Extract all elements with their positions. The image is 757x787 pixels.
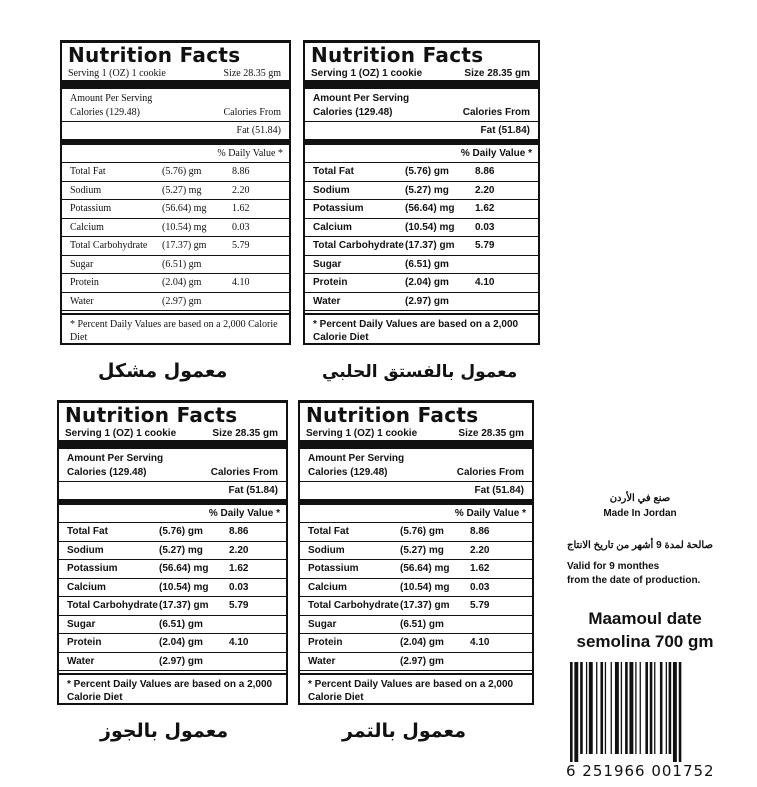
- nutrient-name: Calcium: [308, 581, 347, 593]
- divider-bar: [305, 80, 538, 89]
- nutrition-panel-pistachio: [303, 40, 540, 345]
- nutrient-row: [305, 219, 538, 238]
- nutrient-dv: 0.03: [232, 221, 250, 233]
- nutrient-row: [59, 616, 286, 635]
- calories-from: Calories From: [223, 107, 281, 118]
- nutrient-name: Sugar: [70, 258, 94, 270]
- nutrient-dv: 5.79: [475, 240, 495, 251]
- nutrient-row: [300, 653, 532, 672]
- barcode-bar: [570, 662, 573, 762]
- nutrient-dv: [232, 256, 282, 274]
- barcode: [570, 662, 700, 762]
- barcode-bar: [589, 662, 593, 754]
- nutrient-dv: [232, 293, 282, 311]
- amount-per-serving: Amount Per Serving: [308, 453, 405, 464]
- nutrient-dv: 1.62: [229, 563, 249, 574]
- nutrient-dv: [229, 653, 279, 671]
- nutrient-amount: (6.51) gm: [400, 618, 444, 630]
- divider-bar: [300, 440, 532, 449]
- nutrient-amount: (5.27) mg: [162, 184, 202, 196]
- nutrient-row: [300, 542, 532, 561]
- nutrient-row: [62, 200, 289, 219]
- barcode-bar: [596, 662, 597, 754]
- nutrient-dv: 5.79: [229, 600, 249, 611]
- nutrient-name: Total Carbohydrate: [67, 600, 158, 611]
- nutrient-row: [62, 163, 289, 182]
- nutrient-name: Total Carbohydrate: [70, 240, 148, 251]
- nutrient-amount: (17.37) gm: [405, 240, 455, 251]
- serving: Serving 1 (OZ) 1 cookie: [65, 428, 177, 439]
- nutrient-name: Sodium: [308, 544, 345, 556]
- nutrient-name: Sugar: [67, 618, 96, 630]
- nutrient-row: [300, 579, 532, 598]
- nutrient-name: Water: [308, 655, 336, 667]
- nutrient-row: [59, 542, 286, 561]
- serving-size: Size 28.35 gm: [212, 428, 278, 439]
- nutrient-dv: 2.20: [475, 184, 495, 196]
- nutrient-row: [300, 634, 532, 653]
- nutrient-row: [59, 579, 286, 598]
- nutrient-dv: 2.20: [470, 544, 490, 556]
- nutrient-name: Total Carbohydrate: [313, 240, 404, 251]
- panel-title: Nutrition Facts: [306, 403, 479, 427]
- nutrient-amount: (10.54) mg: [400, 581, 450, 593]
- nutrient-name: Sodium: [70, 184, 102, 196]
- serving: Serving 1 (OZ) 1 cookie: [306, 428, 418, 439]
- nutrient-amount: (5.76) gm: [405, 166, 449, 177]
- nutrient-name: Water: [313, 295, 341, 307]
- nutrient-amount: (56.64) mg: [162, 203, 207, 214]
- nutrient-row: [300, 597, 532, 616]
- nutrient-row: [62, 237, 289, 256]
- nutrient-row: [300, 616, 532, 635]
- nutrient-dv: 8.86: [232, 166, 250, 177]
- nutrient-name: Protein: [67, 637, 102, 648]
- nutrient-amount: (56.64) mg: [400, 563, 450, 574]
- nutrient-row: [59, 634, 286, 653]
- nutrient-dv: 1.62: [232, 203, 250, 214]
- panel-title: Nutrition Facts: [311, 43, 484, 67]
- nutrient-amount: (2.97) gm: [405, 295, 449, 307]
- nutrient-amount: (6.51) gm: [162, 258, 202, 270]
- nutrient-dv: 0.03: [229, 581, 249, 593]
- made-in-ar: صنع في الأردن: [609, 493, 671, 504]
- barcode-bar: [625, 662, 628, 754]
- nutrient-row: [305, 293, 538, 312]
- nutrient-name: Potassium: [67, 563, 118, 574]
- panel-title: Nutrition Facts: [68, 43, 241, 67]
- serving-size: Size 28.35 gm: [458, 428, 524, 439]
- nutrient-row: [305, 274, 538, 293]
- label-walnut-maamoul: معمول بالجوز: [100, 720, 229, 742]
- amount-per-serving: Amount Per Serving: [313, 93, 410, 104]
- nutrient-amount: (56.64) mg: [405, 203, 455, 214]
- nutrient-name: Water: [67, 655, 95, 667]
- nutrient-row: [59, 653, 286, 672]
- barcode-bar: [640, 662, 641, 754]
- nutrient-dv: 0.03: [470, 581, 490, 593]
- barcode-bar: [586, 662, 587, 754]
- nutrient-name: Potassium: [70, 203, 112, 214]
- nutrient-dv: 8.86: [229, 526, 249, 537]
- barcode-bar: [650, 662, 653, 754]
- nutrient-amount: (2.97) gm: [400, 655, 444, 667]
- divider-bar: [59, 440, 286, 449]
- nutrient-amount: (2.04) gm: [162, 277, 202, 288]
- nutrition-panel-walnut: [57, 400, 288, 705]
- barcode-bar: [645, 662, 648, 754]
- nutrient-name: Total Fat: [67, 526, 108, 537]
- nutrient-amount: (17.37) gm: [159, 600, 209, 611]
- nutrition-panel-date: [298, 400, 534, 705]
- barcode-bar: [574, 662, 578, 762]
- nutrient-name: Sugar: [313, 258, 342, 270]
- nutrient-amount: (17.37) gm: [162, 240, 207, 251]
- validity-en-1: Valid for 9 monthes: [567, 561, 660, 572]
- nutrient-amount: (5.27) mg: [405, 184, 449, 196]
- serving: Serving 1 (OZ) 1 cookie: [311, 68, 423, 79]
- nutrient-row: [62, 256, 289, 275]
- nutrient-amount: (5.76) gm: [159, 526, 203, 537]
- nutrient-name: Calcium: [70, 221, 104, 233]
- barcode-bar: [669, 662, 672, 754]
- nutrient-amount: (17.37) gm: [400, 600, 450, 611]
- nutrient-amount: (2.97) gm: [162, 295, 202, 307]
- calories-from: Calories From: [210, 467, 278, 478]
- fat-calories: Fat (51.84): [474, 485, 524, 496]
- nutrient-name: Total Carbohydrate: [308, 600, 399, 611]
- nutrient-amount: (5.27) mg: [159, 544, 203, 556]
- calories: Calories (129.48): [313, 107, 393, 118]
- nutrient-name: Protein: [313, 277, 348, 288]
- nutrient-amount: (2.97) gm: [159, 655, 203, 667]
- nutrient-amount: (10.54) mg: [162, 221, 207, 233]
- calories: Calories (129.48): [70, 107, 140, 118]
- nutrient-row: [59, 597, 286, 616]
- barcode-bar: [629, 662, 633, 754]
- barcode-number: 6 251966 001752: [566, 762, 715, 780]
- daily-value-header: % Daily Value *: [59, 505, 286, 523]
- barcode-bar: [605, 662, 606, 754]
- nutrient-amount: (2.04) gm: [400, 637, 444, 648]
- nutrient-name: Total Fat: [70, 166, 106, 177]
- barcode-bar: [635, 662, 636, 754]
- barcode-bar: [615, 662, 619, 754]
- nutrient-name: Sodium: [67, 544, 104, 556]
- made-in-en: Made In Jordan: [603, 508, 677, 519]
- validity-ar: صالحة لمدة 9 أشهر من تاريخ الانتاج: [567, 540, 713, 551]
- nutrient-name: Sugar: [308, 618, 337, 630]
- nutrient-dv: 8.86: [475, 166, 495, 177]
- barcode-bar: [611, 662, 612, 754]
- nutrient-dv: [470, 653, 520, 671]
- serving-size: Size 28.35 gm: [223, 68, 281, 79]
- nutrient-amount: (6.51) gm: [159, 618, 203, 630]
- nutrient-dv: [475, 293, 525, 311]
- divider-bar: [62, 80, 289, 89]
- daily-value-header: % Daily Value *: [305, 145, 538, 163]
- footnote: * Percent Daily Values are based on a 2,000 Calorie Diet: [62, 313, 289, 347]
- nutrient-name: Water: [70, 295, 94, 307]
- nutrient-dv: 8.86: [470, 526, 490, 537]
- nutrient-name: Total Fat: [308, 526, 349, 537]
- validity-en-2: from the date of production.: [567, 575, 701, 586]
- nutrient-amount: (2.04) gm: [159, 637, 203, 648]
- amount-per-serving: Amount Per Serving: [70, 93, 153, 104]
- fat-calories: Fat (51.84): [236, 125, 281, 136]
- barcode-bar: [673, 662, 677, 762]
- nutrient-amount: (5.27) mg: [400, 544, 444, 556]
- nutrient-dv: 4.10: [475, 277, 495, 288]
- nutrient-amount: (10.54) mg: [405, 221, 455, 233]
- nutrient-name: Protein: [308, 637, 343, 648]
- nutrient-name: Calcium: [67, 581, 106, 593]
- nutrient-row: [305, 256, 538, 275]
- nutrient-row: [305, 237, 538, 256]
- nutrient-dv: [229, 616, 279, 634]
- nutrient-name: Protein: [70, 277, 99, 288]
- calories-from: Calories From: [462, 107, 530, 118]
- amount-per-serving: Amount Per Serving: [67, 453, 164, 464]
- calories: Calories (129.48): [308, 467, 388, 478]
- nutrient-dv: 5.79: [470, 600, 490, 611]
- nutrient-amount: (5.76) gm: [162, 166, 202, 177]
- calories: Calories (129.48): [67, 467, 147, 478]
- nutrient-amount: (56.64) mg: [159, 563, 209, 574]
- panel-title: Nutrition Facts: [65, 403, 238, 427]
- product-name-1: Maamoul date: [588, 609, 702, 628]
- barcode-bar: [679, 662, 682, 762]
- nutrient-name: Calcium: [313, 221, 352, 233]
- fat-calories: Fat (51.84): [228, 485, 278, 496]
- label-pistachio-maamoul: معمول بالفستق الحلبي: [322, 362, 518, 382]
- nutrient-row: [62, 219, 289, 238]
- nutrient-dv: 4.10: [470, 637, 490, 648]
- barcode-bar: [660, 662, 663, 754]
- nutrient-row: [59, 523, 286, 542]
- nutrient-dv: 4.10: [229, 637, 249, 648]
- nutrient-dv: 2.20: [232, 184, 250, 196]
- nutrient-name: Potassium: [308, 563, 359, 574]
- nutrition-panel-mixed: [60, 40, 291, 345]
- nutrient-row: [62, 182, 289, 201]
- nutrient-dv: [475, 256, 525, 274]
- nutrient-row: [62, 274, 289, 293]
- nutrient-name: Total Fat: [313, 166, 354, 177]
- barcode-bar: [666, 662, 667, 754]
- barcode-bar: [600, 662, 603, 754]
- nutrient-amount: (6.51) gm: [405, 258, 449, 270]
- nutrient-amount: (5.76) gm: [400, 526, 444, 537]
- nutrient-amount: (10.54) mg: [159, 581, 209, 593]
- nutrient-name: Potassium: [313, 203, 364, 214]
- calories-from: Calories From: [456, 467, 524, 478]
- nutrient-amount: (2.04) gm: [405, 277, 449, 288]
- product-name-2: semolina 700 gm: [576, 632, 714, 651]
- barcode-bar: [580, 662, 583, 754]
- label-date-maamoul: معمول بالتمر: [342, 720, 466, 742]
- nutrient-row: [62, 293, 289, 312]
- nutrient-dv: 0.03: [475, 221, 495, 233]
- serving-size: Size 28.35 gm: [464, 68, 530, 79]
- nutrient-row: [300, 560, 532, 579]
- nutrient-row: [59, 560, 286, 579]
- nutrient-dv: 1.62: [470, 563, 490, 574]
- nutrient-dv: 4.10: [232, 277, 250, 288]
- nutrient-row: [305, 163, 538, 182]
- serving: Serving 1 (OZ) 1 cookie: [68, 68, 166, 79]
- nutrient-name: Sodium: [313, 184, 350, 196]
- nutrient-dv: 1.62: [475, 203, 495, 214]
- nutrient-row: [305, 200, 538, 219]
- nutrient-row: [300, 523, 532, 542]
- footnote: * Percent Daily Values are based on a 2,000 Calorie Diet: [300, 673, 532, 707]
- label-mixed-maamoul: معمول مشكل: [98, 360, 228, 382]
- nutrient-row: [305, 182, 538, 201]
- daily-value-header: % Daily Value *: [62, 145, 289, 163]
- fat-calories: Fat (51.84): [480, 125, 530, 136]
- barcode-bar: [621, 662, 622, 754]
- nutrient-dv: 2.20: [229, 544, 249, 556]
- footnote: * Percent Daily Values are based on a 2,000 Calorie Diet: [59, 673, 286, 707]
- nutrient-dv: 5.79: [232, 240, 250, 251]
- daily-value-header: % Daily Value *: [300, 505, 532, 523]
- barcode-bar: [654, 662, 655, 754]
- footnote: * Percent Daily Values are based on a 2,000 Calorie Diet: [305, 313, 538, 347]
- nutrient-dv: [470, 616, 520, 634]
